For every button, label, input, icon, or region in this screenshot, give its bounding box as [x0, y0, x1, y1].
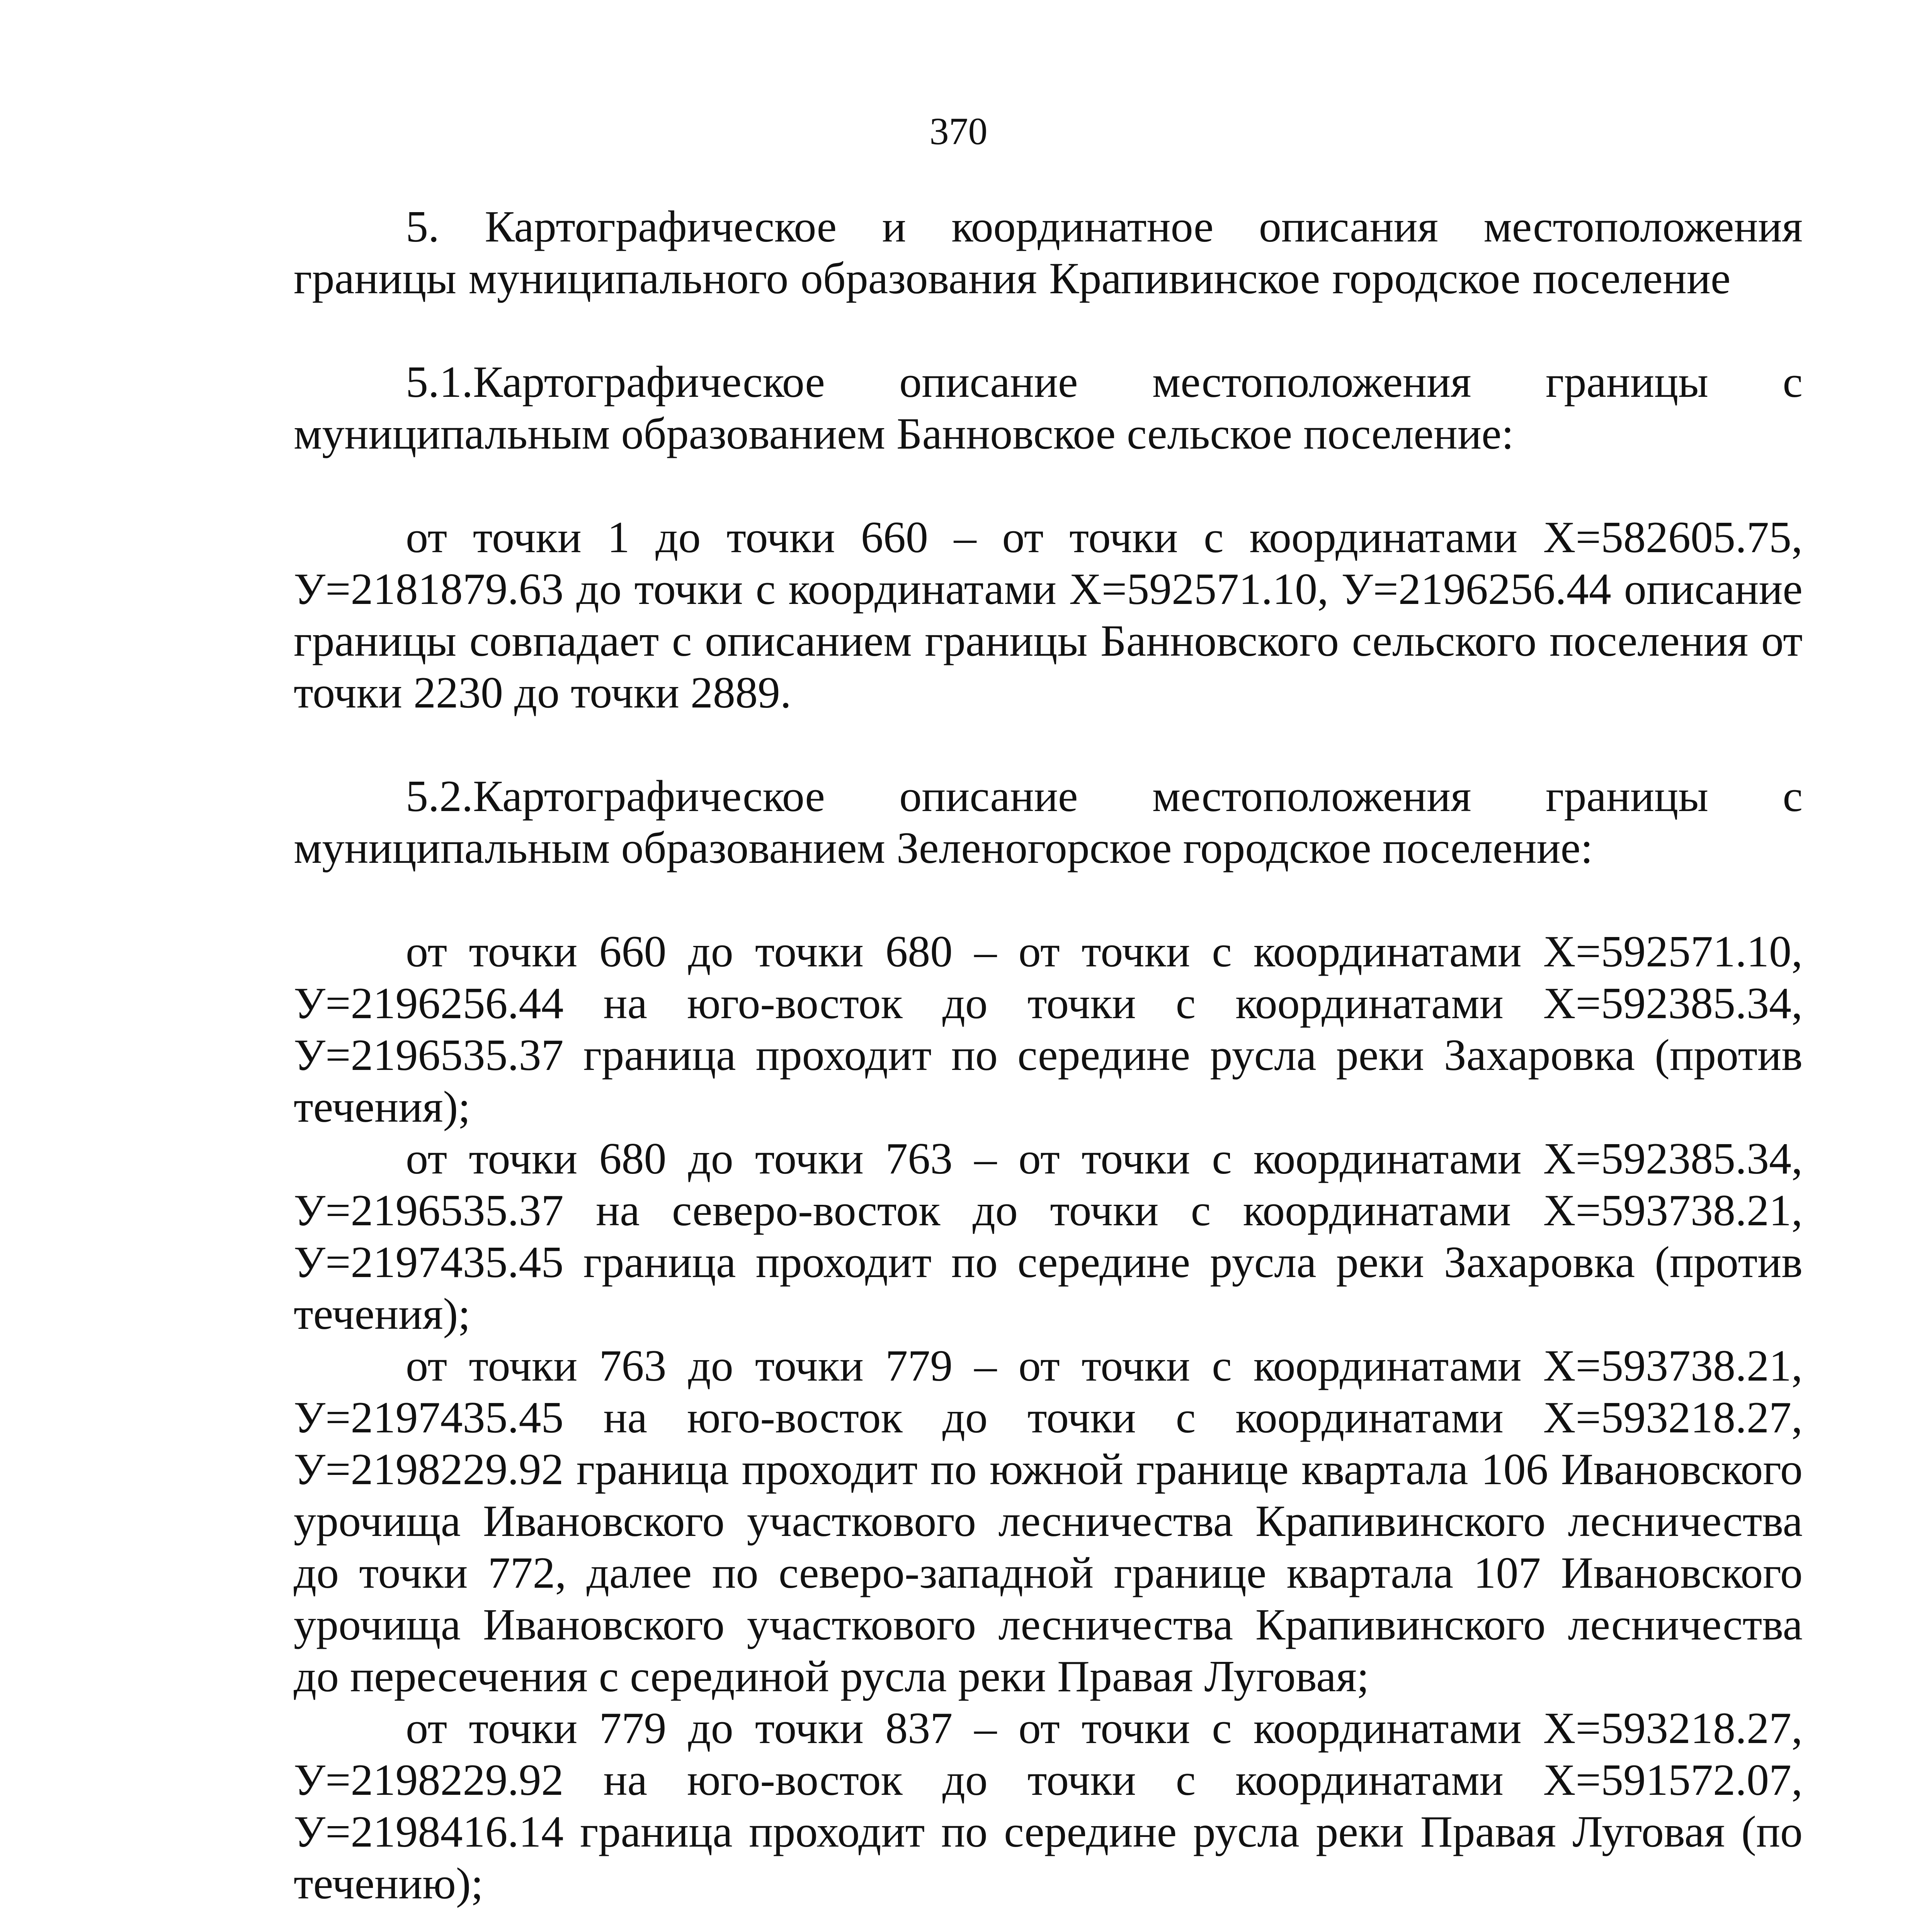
spacer	[294, 874, 1803, 926]
section-5-2-paragraph: от точки 660 до точки 680 – от точки с координатами Х=592571.10, У=2196256.44 на юго-восток до точки с координатами Х=592385.34, У=2196535.37 граница проходит по середине русла реки Захаровка (против течения);	[294, 927, 1803, 1132]
document-body	[294, 201, 1803, 1910]
section-5-2-heading: 5.2.Картографическое описание местоположения границы с муниципальным образованием Зеленогорское городское поселение:	[294, 772, 1803, 873]
section-5-2-paragraph: от точки 779 до точки 837 – от точки с координатами Х=593218.27, У=2198229.92 на юго-восток до точки с координатами Х=591572.07, У=2198416.14 граница проходит по середине русла реки Правая Луговая (по течению);	[294, 1704, 1803, 1908]
spacer	[294, 719, 1803, 770]
section-5-2-paragraph: от точки 680 до точки 763 – от точки с координатами Х=592385.34, У=2196535.37 на северо-восток до точки с координатами Х=593738.21, У=2197435.45 граница проходит по середине русла реки Захаровка (против течения);	[294, 1134, 1803, 1339]
page-number: 370	[929, 110, 988, 153]
spacer	[294, 304, 1803, 356]
section-5-2-paragraph: от точки 763 до точки 779 – от точки с координатами Х=593738.21, У=2197435.45 на юго-восток до точки с координатами Х=593218.27, У=2198229.92 граница проходит по южной границе квартала 106 Ивановского урочища Ивановского участкового лесничества Крапивинского лесничества до точки 772, далее по северо-западной границе квартала 107 Ивановского урочища Ивановского участкового лесничества Крапивинского лесничества до пересечения с серединой русла реки Правая Луговая;	[294, 1341, 1803, 1701]
section-5-1-heading: 5.1.Картографическое описание местоположения границы с муниципальным образованием Банновское сельское поселение:	[294, 357, 1803, 459]
section-5-heading: 5. Картографическое и координатное описания местоположения границы муниципального образования Крапивинское городское поселение	[294, 202, 1803, 303]
section-5-1-paragraph: от точки 1 до точки 660 – от точки с координатами Х=582605.75, У=2181879.63 до точки с координатами Х=592571.10, У=2196256.44 описание границы совпадает с описанием границы Банновского сельского поселения от точки 2230 до точки 2889.	[294, 513, 1803, 718]
spacer	[294, 460, 1803, 512]
